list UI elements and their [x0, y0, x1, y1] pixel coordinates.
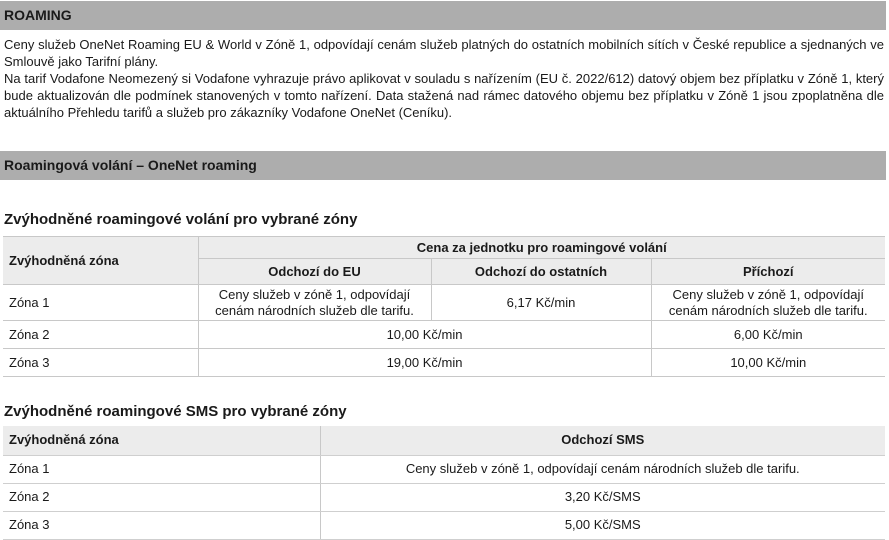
header-zone: Zvýhodněná zóna	[3, 237, 198, 285]
header-zone: Zvýhodněná zóna	[3, 426, 320, 455]
price-cell: 5,00 Kč/SMS	[320, 511, 885, 539]
roaming-section-header: ROAMING	[0, 1, 886, 30]
calls-section-header: Roamingová volání – OneNet roaming	[0, 151, 886, 180]
intro-paragraph-2: Na tarif Vodafone Neomezený si Vodafone vyhrazuje právo aplikovat v souladu s nařízením (EU č. 2022/612) datový objem bez příplatku v Zóně 1, který bude aktualizován dle podmínek stanovených v tomto nařízení. Data stažená nad rámec datového objemu bez příplatku v Zóně 1 jsou zpoplatněna dle aktuálního Přehledu tarifů a služeb pro zákazníky Vodafone OneNet (Ceníku).	[4, 71, 884, 120]
table-row	[3, 511, 885, 539]
sms-table-heading: Zvýhodněné roamingové SMS pro vybrané zóny	[4, 403, 347, 420]
zone-cell: Zóna 2	[3, 483, 320, 511]
price-cell: 10,00 Kč/min	[198, 321, 651, 349]
price-cell: Ceny služeb v zóně 1, odpovídají cenám národních služeb dle tarifu.	[320, 455, 885, 483]
table-row	[3, 321, 885, 349]
zone-cell: Zóna 1	[3, 455, 320, 483]
price-cell: 6,17 Kč/min	[431, 285, 651, 321]
table-header-row	[3, 237, 885, 259]
header-outgoing-other: Odchozí do ostatních	[431, 259, 651, 285]
calls-price-table	[3, 236, 885, 377]
table-row	[3, 455, 885, 483]
header-unit-price: Cena za jednotku pro roamingové volání	[198, 237, 885, 259]
zone-cell: Zóna 3	[3, 511, 320, 539]
price-cell: 3,20 Kč/SMS	[320, 483, 885, 511]
sms-price-table	[3, 426, 885, 540]
header-outgoing-sms: Odchozí SMS	[320, 426, 885, 455]
zone-cell: Zóna 2	[3, 321, 198, 349]
roaming-intro	[4, 36, 884, 121]
price-cell: Ceny služeb v zóně 1, odpovídají cenám národních služeb dle tarifu.	[651, 285, 885, 321]
price-cell: 10,00 Kč/min	[651, 349, 885, 377]
table-header-row	[3, 426, 885, 455]
calls-table-heading: Zvýhodněné roamingové volání pro vybrané zóny	[4, 211, 358, 228]
table-row	[3, 483, 885, 511]
header-outgoing-eu: Odchozí do EU	[198, 259, 431, 285]
zone-cell: Zóna 1	[3, 285, 198, 321]
zone-cell: Zóna 3	[3, 349, 198, 377]
intro-paragraph-1: Ceny služeb OneNet Roaming EU & World v Zóně 1, odpovídají cenám služeb platných do ostatních mobilních sítích v České republice a sjednaných ve Smlouvě jako Tarifní plány.	[4, 37, 884, 69]
price-cell: Ceny služeb v zóně 1, odpovídají cenám národních služeb dle tarifu.	[198, 285, 431, 321]
table-row	[3, 285, 885, 321]
header-incoming: Příchozí	[651, 259, 885, 285]
table-row	[3, 349, 885, 377]
price-cell: 19,00 Kč/min	[198, 349, 651, 377]
price-cell: 6,00 Kč/min	[651, 321, 885, 349]
